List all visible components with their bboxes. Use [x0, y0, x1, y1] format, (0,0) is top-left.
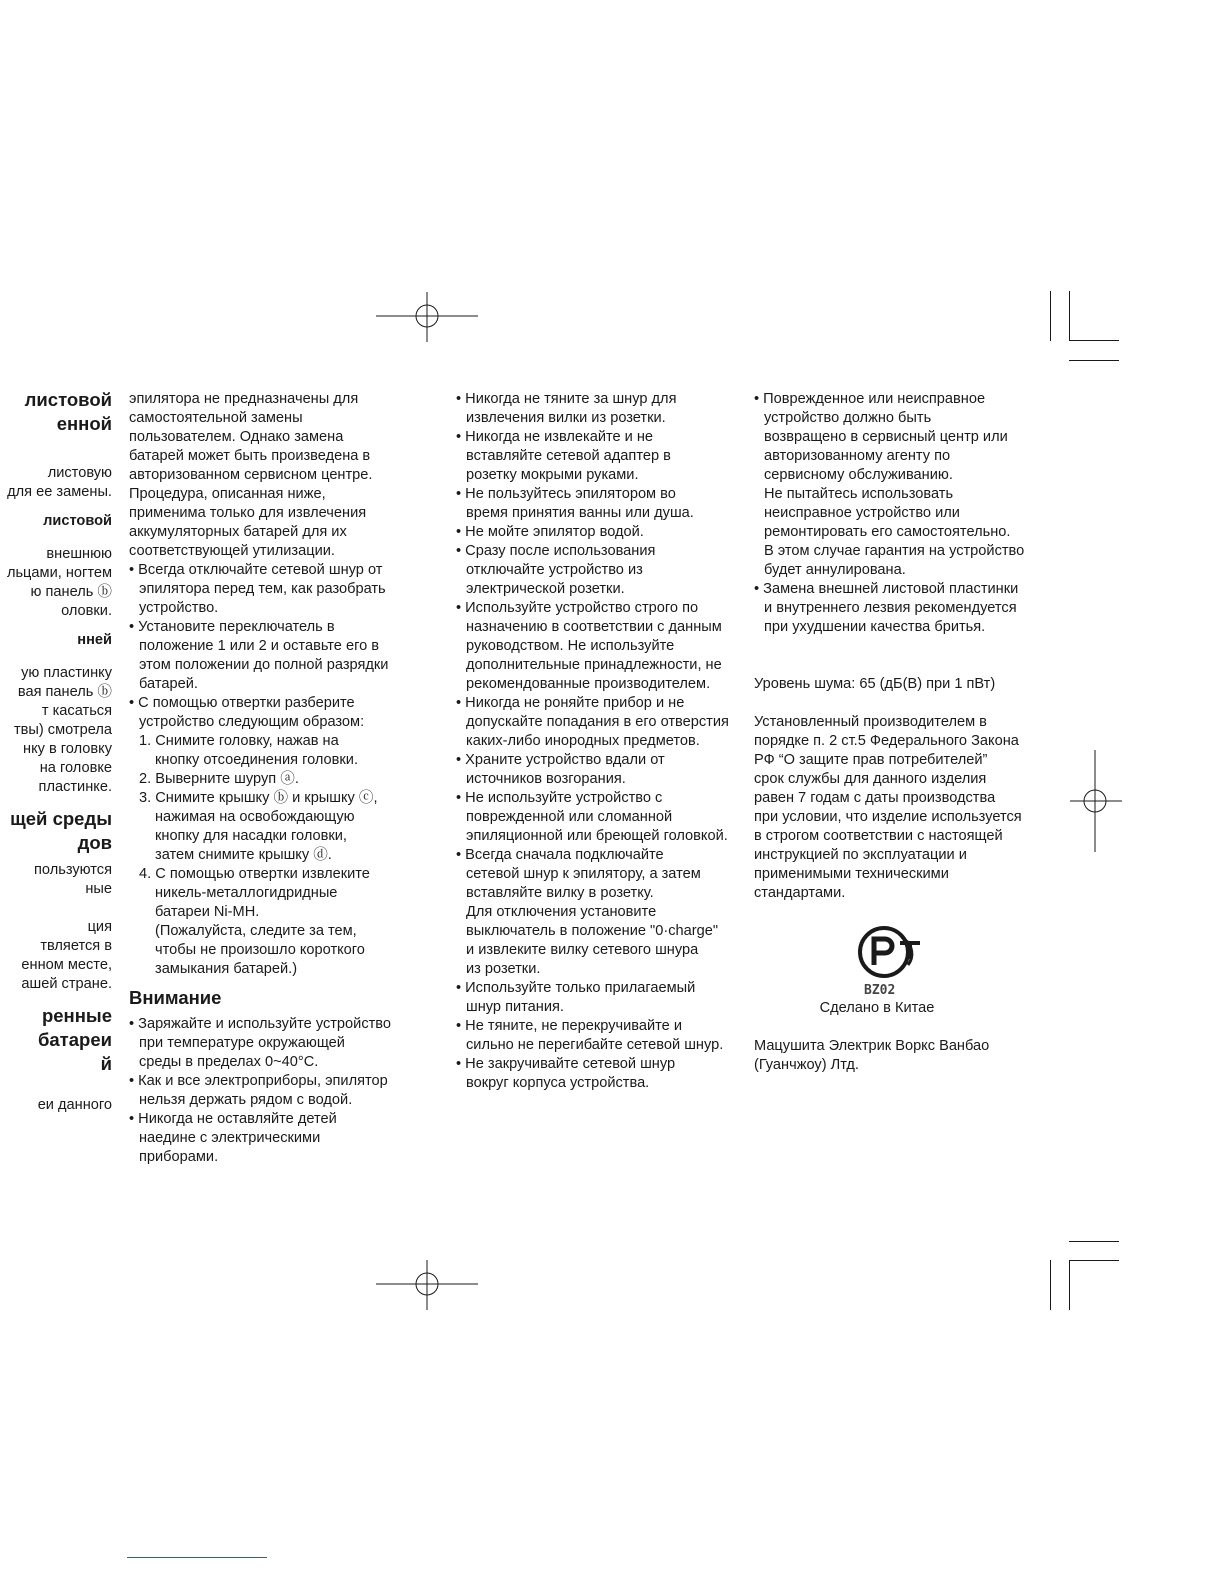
fragment-line: ренные [41, 1005, 112, 1026]
text-line: электрической розетки. [466, 581, 625, 597]
text-line: сервисному обслуживанию. [764, 467, 953, 483]
service-bullets [754, 390, 1044, 637]
text-line: аккумуляторных батарей для их [129, 524, 347, 540]
list-step [129, 789, 429, 865]
text-line: авторизованном сервисном центре. [129, 467, 373, 483]
fragment-line: листовой [43, 513, 112, 529]
text-line: никель-металлогидридные [155, 885, 338, 901]
text-line: В этом случае гарантия на устройство [764, 543, 1025, 559]
text-line: положение 1 или 2 и оставьте его в [139, 638, 380, 654]
text-line: поврежденной или сломанной [466, 809, 673, 825]
text-line: • Заряжайте и используйте устройство [129, 1015, 429, 1034]
text-line: самостоятельной замены [129, 410, 303, 426]
column-1 [129, 390, 429, 1167]
text-line: • Как и все электроприборы, эпилятор [129, 1072, 429, 1091]
text-line: РФ “О защите прав потребителей” [754, 752, 988, 768]
list-step [129, 732, 429, 770]
fragment-line: щей среды [10, 808, 112, 829]
left-page-fragment [0, 388, 112, 1125]
text-line: и внутреннего лезвия рекомендуется [764, 600, 1017, 616]
list-item [456, 789, 746, 846]
text-line: и извлеките вилку сетевого шнура [466, 942, 699, 958]
battery-removal-bullets [129, 561, 429, 732]
fragment-line: ую пластинку [21, 665, 112, 681]
list-item [456, 979, 746, 1017]
text-line: (Пожалуйста, следите за тем, [155, 923, 357, 939]
text-line: неисправное устройство или [764, 505, 960, 521]
text-line: дополнительные принадлежности, не [466, 657, 722, 673]
list-item [456, 1055, 746, 1093]
fragment-line: батареи [37, 1029, 112, 1050]
list-item [456, 751, 746, 789]
text-line: • С помощью отвертки разберите [129, 694, 429, 713]
manufacturer-name: Мацушита Электрик Воркс Ванбао [754, 1038, 990, 1054]
warning-heading: Внимание [129, 987, 222, 1008]
text-line: извлечения вилки из розетки. [466, 410, 666, 426]
list-step [129, 770, 429, 789]
text-line: нельзя держать рядом с водой. [139, 1092, 353, 1108]
text-line: применимыми техническими [754, 866, 949, 882]
text-line: время принятия ванны или душа. [466, 505, 694, 521]
text-line: нажимая на освобождающую [155, 809, 355, 825]
text-line: будет аннулирована. [764, 562, 906, 578]
fragment-line: твляется в [40, 938, 112, 954]
text-line: • Замена внешней листовой пластинки [754, 580, 1044, 599]
text-line: • Всегда отключайте сетевой шнур от [129, 561, 429, 580]
text-line: • Не тяните, не перекручивайте и [456, 1017, 746, 1036]
list-item [129, 1110, 429, 1167]
disassembly-steps [129, 732, 429, 979]
text-line: эпилятора перед тем, как разобрать [139, 581, 386, 597]
text-line: авторизованному агенту по [764, 448, 951, 464]
fragment-line: вая панель ⓑ [17, 684, 112, 700]
fragment-line: еи данного [37, 1097, 112, 1113]
fragment-line: листовой [24, 389, 112, 410]
bottom-rule [127, 1557, 267, 1558]
text-line: при ухудшении качества бритья. [764, 619, 986, 635]
text-line: назначению в соответствии с данным [466, 619, 722, 635]
fragment-line: оловки. [61, 603, 112, 619]
text-line: наедине с электрическими [139, 1130, 321, 1146]
list-item [129, 561, 429, 618]
registration-mark-top [376, 292, 478, 342]
text-line: сетевой шнур к эпилятору, а затем [466, 866, 701, 882]
text-line: • Не мойте эпилятор водой. [456, 523, 746, 542]
text-line: 2. Выверните шуруп ⓐ. [139, 771, 299, 787]
text-line: кнопку для насадки головки, [155, 828, 347, 844]
service-life-notice [754, 713, 1044, 903]
text-line: этом положении до полной разрядки [139, 657, 389, 673]
text-line: Процедура, описанная ниже, [129, 486, 326, 502]
text-line: • Не пользуйтесь эпилятором во [456, 485, 746, 504]
text-line: устройство. [139, 600, 219, 616]
list-item [456, 390, 746, 428]
text-line: инструкцией по эксплуатации и [754, 847, 967, 863]
fragment-line: ция [87, 919, 112, 935]
text-line: батарей. [139, 676, 198, 692]
fragment-line: й [100, 1053, 112, 1074]
noise-level: Уровень шума: 65 (дБ(B) при 1 пВт) [754, 676, 996, 692]
text-line: Не пытайтесь использовать [764, 486, 954, 502]
text-line: стандартами. [754, 885, 846, 901]
text-line: ремонтировать его самостоятельно. [764, 524, 1011, 540]
fragment-line: льцами, ногтем [6, 565, 112, 581]
text-line: • Никогда не оставляйте детей [129, 1110, 429, 1129]
text-line: пользователем. Однако замена [129, 429, 344, 445]
list-item [456, 846, 746, 979]
text-line: в строгом соответствии с настоящей [754, 828, 1003, 844]
text-line: батарей может быть произведена в [129, 448, 371, 464]
fragment-line: ю панель ⓑ [30, 584, 112, 600]
text-line: возвращено в сервисный центр или [764, 429, 1008, 445]
text-line: рекомендованные производителем. [466, 676, 711, 692]
text-line: • Используйте устройство строго по [456, 599, 746, 618]
column-3 [754, 390, 1044, 1075]
list-item [754, 580, 1044, 637]
batteries-intro [129, 390, 429, 561]
fragment-line: пользуются [34, 862, 112, 878]
text-line: вставляйте сетевой адаптер в [466, 448, 671, 464]
list-item [129, 1072, 429, 1110]
text-line: устройство должно быть [764, 410, 932, 426]
text-line: затем снимите крышку ⓓ. [155, 847, 332, 863]
fragment-line: внешнюю [46, 546, 112, 562]
fragment-line: т касаться [41, 703, 112, 719]
text-line: источников возгорания. [466, 771, 626, 787]
text-line: вставляйте вилку в розетку. [466, 885, 654, 901]
text-line: • Сразу после использования [456, 542, 746, 561]
text-line: чтобы не произошло короткого [155, 942, 365, 958]
text-line: • Не закручивайте сетевой шнур [456, 1055, 746, 1074]
text-line: отключайте устройство из [466, 562, 643, 578]
text-line: кнопку отсоединения головки. [155, 752, 359, 768]
text-line: устройство следующим образом: [139, 714, 365, 730]
text-line: равен 7 годам с даты производства [754, 790, 996, 806]
fragment-line: для ее замены. [7, 484, 112, 500]
registration-mark-right [1070, 750, 1122, 852]
text-line: • Не используйте устройство с [456, 789, 746, 808]
list-item [129, 618, 429, 694]
list-item [754, 390, 1044, 580]
warning-bullets [129, 1015, 429, 1167]
text-line: из розетки. [466, 961, 541, 977]
text-line: • Установите переключатель в [129, 618, 429, 637]
logo-code: BZ02 [864, 983, 896, 998]
text-line: соответствующей утилизации. [129, 543, 335, 559]
list-item [129, 1015, 429, 1072]
text-line: приборами. [139, 1149, 219, 1165]
text-line: выключатель в положение "0·charge" [466, 923, 719, 939]
list-item [456, 428, 746, 485]
list-item [456, 542, 746, 599]
list-item [456, 1017, 746, 1055]
safety-bullets [456, 390, 746, 1093]
fragment-line: листовую [47, 465, 112, 481]
text-line: руководством. Не используйте [466, 638, 675, 654]
list-step [129, 865, 429, 979]
fragment-line: ные [85, 881, 112, 897]
text-line: при условии, что изделие используется [754, 809, 1022, 825]
text-line: порядке п. 2 ст.5 Федерального Закона [754, 733, 1019, 749]
fragment-line: пластинке. [38, 779, 112, 795]
text-line: 3. Снимите крышку ⓑ и крышку ⓒ, [139, 790, 378, 806]
pct-mark-icon [854, 925, 924, 979]
text-line: • Всегда сначала подключайте [456, 846, 746, 865]
list-item [456, 599, 746, 694]
text-line: 4. С помощью отвертки извлеките [139, 866, 370, 882]
certification-logo [754, 925, 1044, 1005]
text-line: допускайте попадания в его отверстия [466, 714, 729, 730]
text-line: • Никогда не тяните за шнур для [456, 390, 746, 409]
registration-mark-bottom [376, 1260, 478, 1310]
list-item [456, 485, 746, 523]
text-line: каких-либо инородных предметов. [466, 733, 700, 749]
text-line: • Поврежденное или неисправное [754, 390, 1044, 409]
text-line: • Храните устройство вдали от [456, 751, 746, 770]
text-line: вокруг корпуса устройства. [466, 1075, 650, 1091]
list-item [129, 694, 429, 732]
fragment-line: твы) смотрела [13, 722, 112, 738]
text-line: шнур питания. [466, 999, 564, 1015]
fragment-line: на головке [39, 760, 112, 776]
text-line: сильно не перегибайте сетевой шнур. [466, 1037, 724, 1053]
fragment-line: нней [77, 632, 112, 648]
text-line: эпиляционной или бреющей головкой. [466, 828, 728, 844]
fragment-line: енном месте, [21, 957, 112, 973]
text-line: • Используйте только прилагаемый [456, 979, 746, 998]
made-in-china: Сделано в Китае [819, 1000, 935, 1016]
text-line: срок службы для данного изделия [754, 771, 987, 787]
text-line: батареи Ni-MH. [155, 904, 260, 920]
fragment-line: ашей стране. [21, 976, 112, 992]
fragment-line: енной [56, 413, 112, 434]
text-line: • Никогда не извлекайте и не [456, 428, 746, 447]
text-line: замыкания батарей.) [155, 961, 298, 977]
text-line: Установленный производителем в [754, 714, 987, 730]
list-item [456, 694, 746, 751]
text-line: розетку мокрыми руками. [466, 467, 639, 483]
text-line: среды в пределах 0~40°C. [139, 1054, 319, 1070]
text-line: эпилятора не предназначены для [129, 391, 359, 407]
fragment-line: нку в головку [23, 741, 112, 757]
text-line: 1. Снимите головку, нажав на [139, 733, 339, 749]
manufacturer-name-2: (Гуанчжоу) Лтд. [754, 1057, 859, 1073]
text-line: • Никогда не роняйте прибор и не [456, 694, 746, 713]
text-line: при температуре окружающей [139, 1035, 345, 1051]
column-2 [456, 390, 746, 1093]
text-line: применима только для извлечения [129, 505, 367, 521]
fragment-line: дов [77, 832, 112, 853]
text-line: Для отключения установите [466, 904, 657, 920]
list-item [456, 523, 746, 542]
